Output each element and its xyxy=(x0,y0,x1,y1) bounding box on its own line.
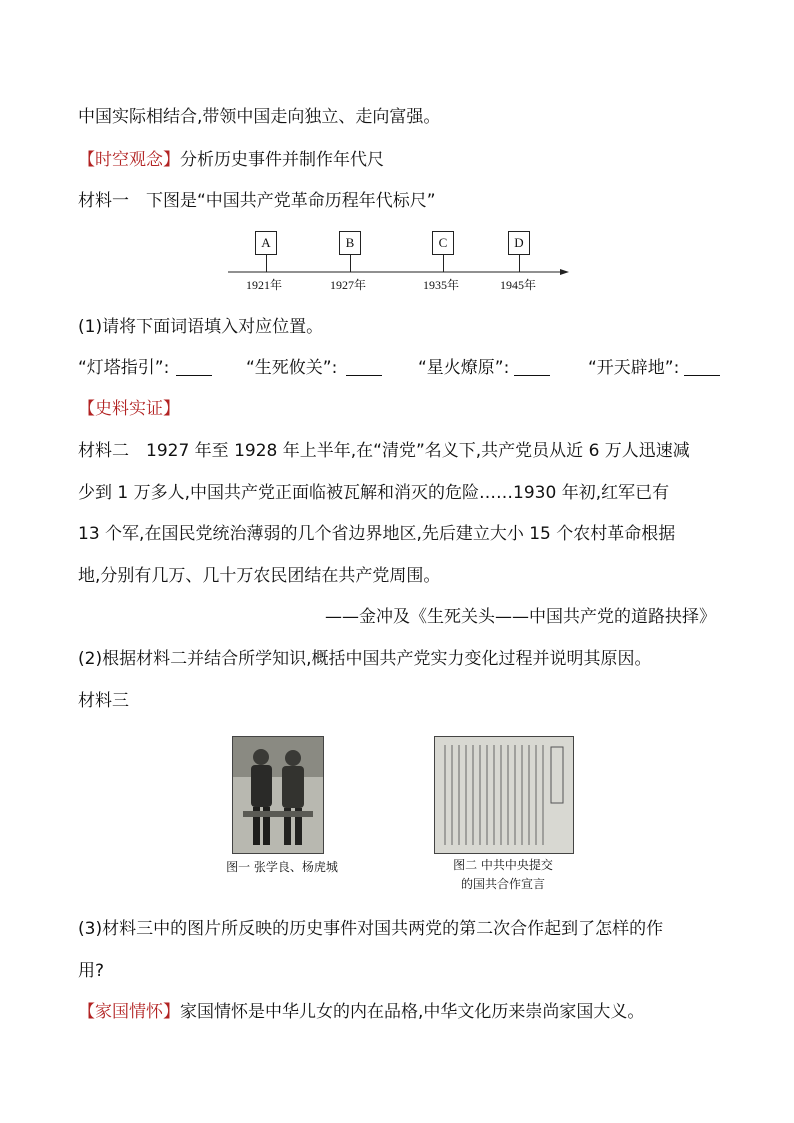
timeline-year: 1921年 xyxy=(246,278,283,292)
figure-two-caption: 图二 中共中央提交 xyxy=(453,858,553,872)
timeline-axis xyxy=(0,0,794,300)
timeline-box-a: A xyxy=(255,231,277,255)
fill-term: “星火燎原”: xyxy=(418,358,510,378)
timeline-box-c: C xyxy=(432,231,454,255)
timeline-box-b: B xyxy=(339,231,361,255)
figure-one-photo xyxy=(232,736,324,854)
fill-blank[interactable] xyxy=(346,361,382,376)
section-tag: 【史料实证】 xyxy=(78,399,180,419)
source-citation: ——金冲及《生死关头——中国共产党的道路抉择》 xyxy=(325,607,716,627)
question-two: (2)根据材料二并结合所学知识,概括中国共产党实力变化过程并说明其原因。 xyxy=(78,649,652,669)
timeline-tick xyxy=(266,255,267,272)
section-text: 家国情怀是中华儿女的内在品格,中华文化历来崇尚家国大义。 xyxy=(180,1002,645,1022)
timeline-tick xyxy=(519,255,520,272)
material-three: 材料三 xyxy=(78,691,129,711)
timeline-box-d: D xyxy=(508,231,530,255)
fill-blank[interactable] xyxy=(176,361,212,376)
fill-term: “灯塔指引”: xyxy=(78,358,170,378)
fill-blank[interactable] xyxy=(684,361,720,376)
timeline-year: 1935年 xyxy=(423,278,460,292)
figure-two-caption: 的国共合作宣言 xyxy=(460,877,545,891)
figure-one-caption: 图一 张学良、杨虎城 xyxy=(226,860,338,874)
material-two-line: 材料二 1927 年至 1928 年上半年,在“清党”名义下,共产党员从近 6 万人迅速减 xyxy=(78,441,690,461)
section-patriotism xyxy=(78,1001,644,1023)
figure-two-document xyxy=(434,736,574,854)
material-two-line: 13 个军,在国民党统治薄弱的几个省边界地区,先后建立大小 15 个农村革命根据 xyxy=(78,524,676,544)
fill-term: “开天辟地”: xyxy=(588,358,680,378)
fill-term: “生死攸关”: xyxy=(246,358,338,378)
timeline-year: 1945年 xyxy=(500,278,537,292)
timeline xyxy=(0,0,794,300)
material-one: 材料一 下图是“中国共产党革命历程年代标尺” xyxy=(78,191,436,211)
section-tag: 【时空观念】 xyxy=(78,150,180,170)
timeline-year: 1927年 xyxy=(330,278,367,292)
fill-blank[interactable] xyxy=(514,361,550,376)
text-line-intro: 中国实际相结合,带领中国走向独立、走向富强。 xyxy=(78,107,441,127)
timeline-tick xyxy=(350,255,351,272)
timeline-tick xyxy=(443,255,444,272)
question-one: (1)请将下面词语填入对应位置。 xyxy=(78,317,324,337)
material-two-line: 少到 1 万多人,中国共产党正面临被瓦解和消灭的危险……1930 年初,红军已有 xyxy=(78,483,670,503)
question-three-line: (3)材料三中的图片所反映的历史事件对国共两党的第二次合作起到了怎样的作 xyxy=(78,919,664,939)
material-two-line: 地,分别有几万、几十万农民团结在共产党周围。 xyxy=(78,566,441,586)
question-three-line: 用? xyxy=(78,961,105,981)
section-text: 分析历史事件并制作年代尺 xyxy=(180,150,384,170)
section-tag: 【家国情怀】 xyxy=(78,1002,180,1022)
section-evidence xyxy=(78,398,180,420)
